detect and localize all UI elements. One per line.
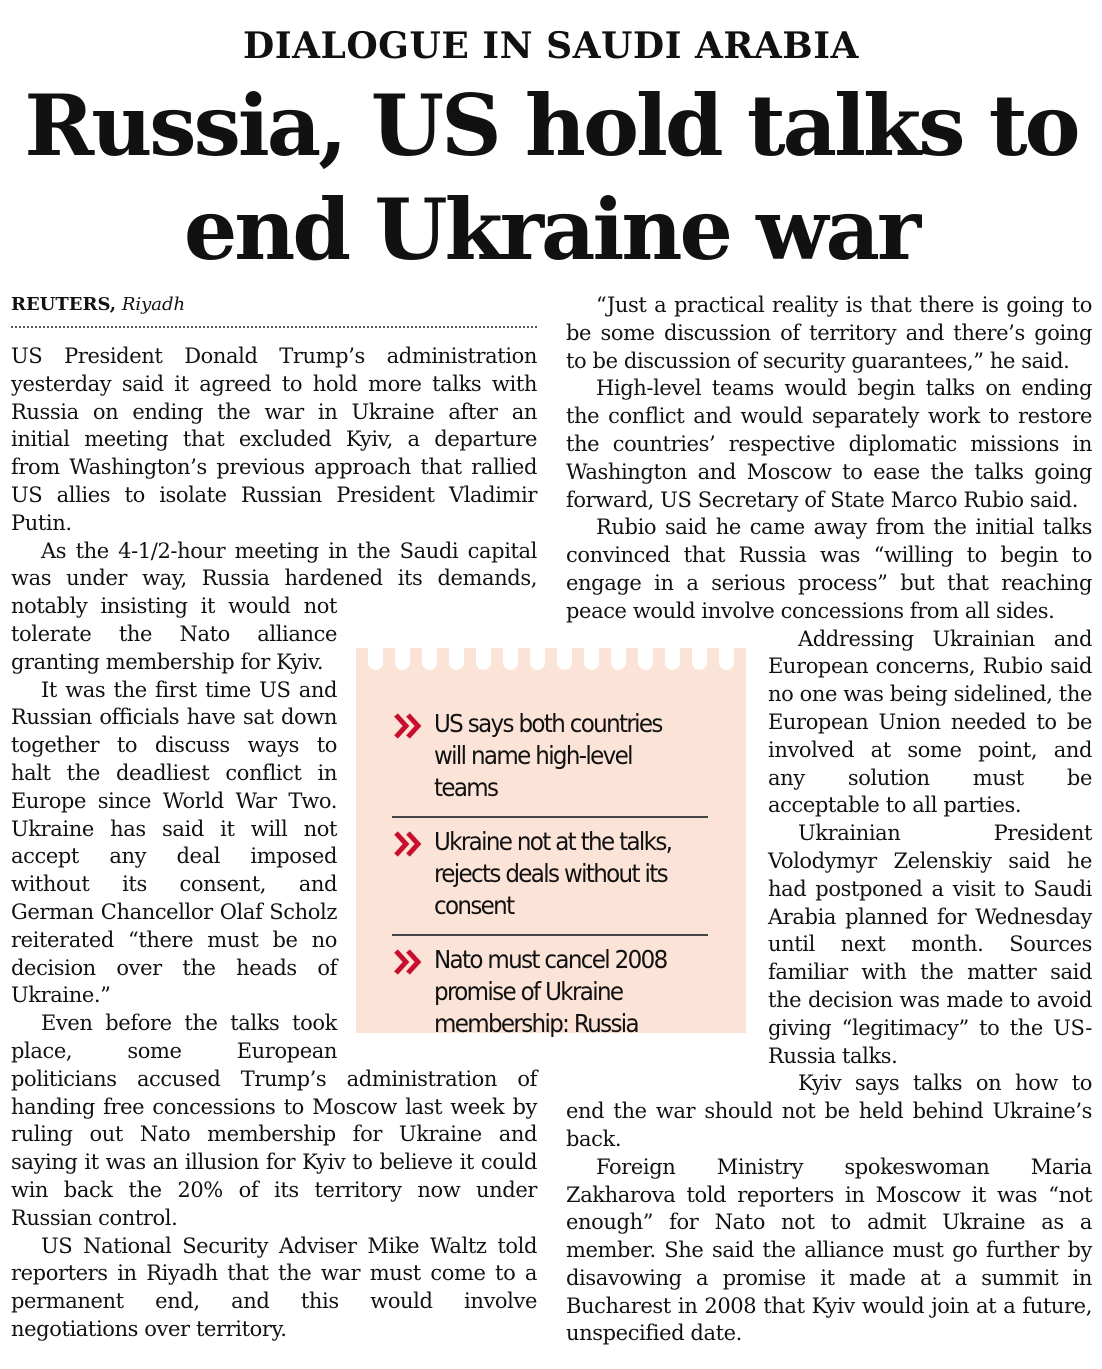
highlight-text: US says both countries will name high-level teams bbox=[434, 709, 662, 802]
double-chevron-right-icon bbox=[392, 944, 434, 980]
double-chevron-right-icon bbox=[392, 708, 434, 744]
byline bbox=[11, 292, 537, 318]
byline-agency: REUTERS, bbox=[11, 294, 117, 315]
paragraph: Ukrainian President Volodymyr Zelenskiy said he had postponed a visit to Saudi Arabia planned for Wednesday until next month. Sources familiar with the matter said the decision was made to avoid giving “legitimacy” to the US-Russia talks. bbox=[768, 821, 1092, 1068]
paragraph: It was the first time US and Russian officials have sat down together to discuss ways to halt the deadliest conflict in Europe since World War Two. Ukraine has said it will not accept any deal imposed without its consent, and German Chancellor Olaf Scholz reiterated “there must be no decision over the heads of Ukraine.” bbox=[11, 677, 337, 1008]
paragraph: Rubio said he came away from the initial talks convinced that Russia was “willing to begin to engage in a serious process” but that reaching peace would involve concessions from all sides. bbox=[566, 515, 1092, 623]
paragraph: As the 4-1/2-hour meeting in the Saudi capital was under way, Russia hardened its demands, notably insisting it would not tolerate the Nato alliance granting membership for Kyiv. bbox=[11, 538, 537, 674]
highlight-item bbox=[392, 700, 708, 818]
kicker: DIALOGUE IN SAUDI ARABIA bbox=[243, 25, 859, 67]
paragraph: Foreign Ministry spokeswoman Maria Zakharova told reporters in Moscow it was “not enough” for Nato not to admit Ukraine as a member. She said the alliance must go further by disavowing a promise it made at a summit in Bucharest in 2008 that Kyiv would join at a future, unspecified date. bbox=[566, 1154, 1092, 1346]
paragraph: US National Security Adviser Mike Waltz told reporters in Riyadh that the war must come to a permanent end, and this would involve negotiations over territory. bbox=[11, 1233, 537, 1341]
paragraph: Addressing Ukrainian and European concerns, Rubio said no one was being sidelined, the European Union needed to be involved at some point, and any solution must be acceptable to all parties. bbox=[768, 626, 1092, 818]
paragraph: Even before the talks took place, some European politicians accused Trump’s administration of handing free concessions to Moscow last week by ruling out Nato membership for Ukraine and saying it was an illusion for Kyiv to believe it could win back the 20% of its territory now under Russian control. bbox=[11, 1011, 537, 1230]
paragraph: Kyiv says talks on how to end the war should not be held behind Ukraine’s back. bbox=[566, 1071, 1092, 1151]
notch-row bbox=[356, 648, 746, 674]
paragraph: US President Donald Trump’s administration yesterday said it agreed to hold more talks with Russia on ending the war in Ukraine after an initial meeting that excluded Kyiv, a departure from Washington’s previous approach that rallied US allies to isolate Russian President Vladimir Putin. bbox=[11, 344, 537, 535]
byline-place: Riyadh bbox=[121, 294, 186, 315]
highlight-item bbox=[392, 818, 708, 936]
highlight-text: Ukraine not at the talks, rejects deals without its consent bbox=[434, 827, 672, 920]
double-chevron-right-icon bbox=[392, 826, 434, 862]
highlight-text: Nato must cancel 2008 promise of Ukraine membership: Russia bbox=[434, 945, 667, 1038]
headline: Russia, US hold talks to end Ukraine war bbox=[24, 76, 1078, 279]
paragraph: “Just a practical reality is that there is going to be some discussion of territory and there’s going to be discussion of security guarantees,” he said. bbox=[566, 293, 1092, 373]
byline-divider bbox=[11, 326, 537, 328]
highlights-box bbox=[356, 648, 746, 1038]
paragraph: High-level teams would begin talks on ending the conflict and would separately work to restore the countries’ respective diplomatic missions in Washington and Moscow to ease the talks going forward, US Secretary of State Marco Rubio said. bbox=[566, 376, 1092, 512]
highlight-item bbox=[392, 936, 708, 1052]
